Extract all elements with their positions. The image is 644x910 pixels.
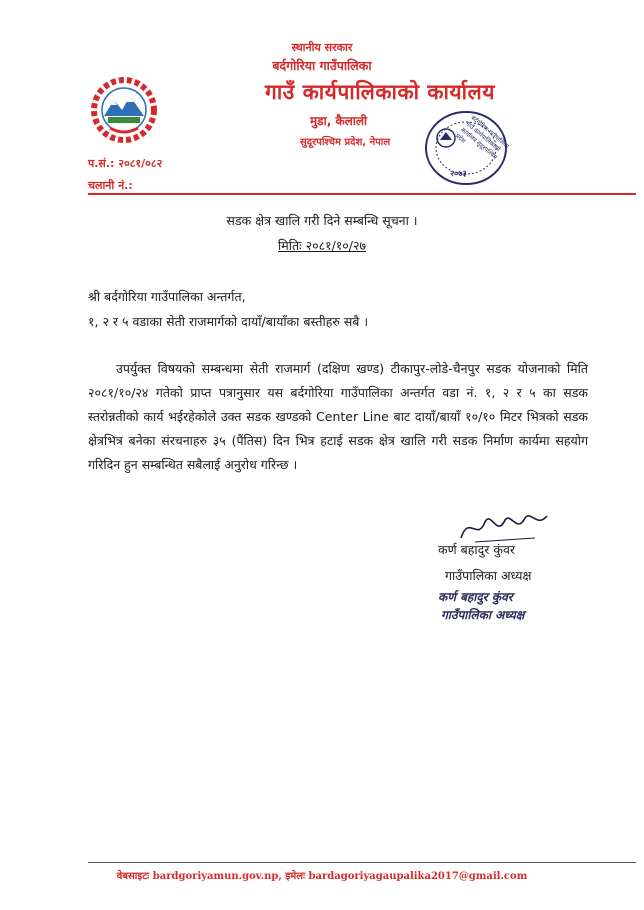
footer-contact: [0, 868, 644, 882]
header-municipality-name: बर्दगोरिया गाउँपालिका: [272, 58, 372, 73]
addressee-line1: श्री बर्दगोरिया गाउँपालिका अन्तर्गत,: [88, 289, 246, 304]
signatory-designation: गाउँपालिका अध्यक्ष: [445, 568, 532, 583]
notice-body: [88, 357, 588, 477]
header-address-line2: सुदूरपश्चिम प्रदेश, नेपाल: [300, 137, 391, 148]
office-stamp: [422, 108, 510, 188]
designation-stamp: गाउँपालिका अध्यक्ष: [441, 608, 525, 622]
footer-website: bardgoriyamun.gov.np,: [152, 871, 282, 882]
footer-email-label: इमेलः: [285, 871, 306, 882]
name-stamp: कर्ण बहादुर कुंवर: [438, 590, 513, 604]
footer-email: bardagoriyagaupalika2017@gmail.com: [308, 871, 528, 882]
footer-divider: [88, 862, 636, 863]
office-stamp-text: बर्दगोरिया गाउँपालिका गाउँ कार्यपालिकाको कार्यालय सुदूरपश्चिम प्रदेश: [453, 114, 511, 162]
signatory-name: कर्ण बहादुर कुंवर: [438, 542, 516, 557]
header-local-government: स्थानीय सरकार: [291, 41, 353, 54]
addressee-line2: १, २ र ५ वडाका सेती राजमार्गको दायाँ/बायाँका बस्तीहरु सबै ।: [88, 314, 369, 329]
notice-body-paragraph: उपर्युक्त विषयको सम्बन्धमा सेती राजमार्ग (दक्षिण खण्ड) टीकापुर-लोडे-चैनपुर सडक योजनाको मिति २०८१/१०/२४ गतेको प्राप्त पत्रानुसार यस बर्दगोरिया गाउँपालिका अन्तर्गत वडा नं. १, २ र ५ का सडक स्तरोन्नतीको कार्य भईरहेकोले उक्त सडक खण्डको Center Line बाट दायाँ/बायाँ १०/१० मिटर भित्रको सडक क्षेत्रभित्र बनेका संरचनाहरु ३५ (पैंतिस) दिन भित्र हटाई सडक क्षेत्र खालि गरी सडक निर्माण कार्यमा सहयोग गरिदिन हुन सम्बन्धित सबैलाई अनुरोध गरिन्छ ।: [88, 361, 588, 472]
reference-number: प.सं.: २०८१/०८२: [88, 157, 163, 170]
dispatch-number: चलानी नं.:: [88, 179, 133, 192]
header-divider: [88, 193, 636, 195]
page-title: गाउँ कार्यपालिकाको कार्यालय: [265, 80, 495, 104]
footer-website-label: वेबसाइटः: [116, 871, 150, 882]
notice-date: [0, 237, 644, 254]
office-stamp-year: २०७३: [450, 169, 467, 178]
header-address-line1: मुडा, कैलाली: [310, 114, 368, 128]
notice-date-text: मितिः २०८१/१०/२७: [278, 238, 366, 253]
notice-subject: सडक क्षेत्र खालि गरी दिने सम्बन्धि सूचना ।: [226, 213, 418, 228]
nepal-emblem: [84, 70, 164, 150]
